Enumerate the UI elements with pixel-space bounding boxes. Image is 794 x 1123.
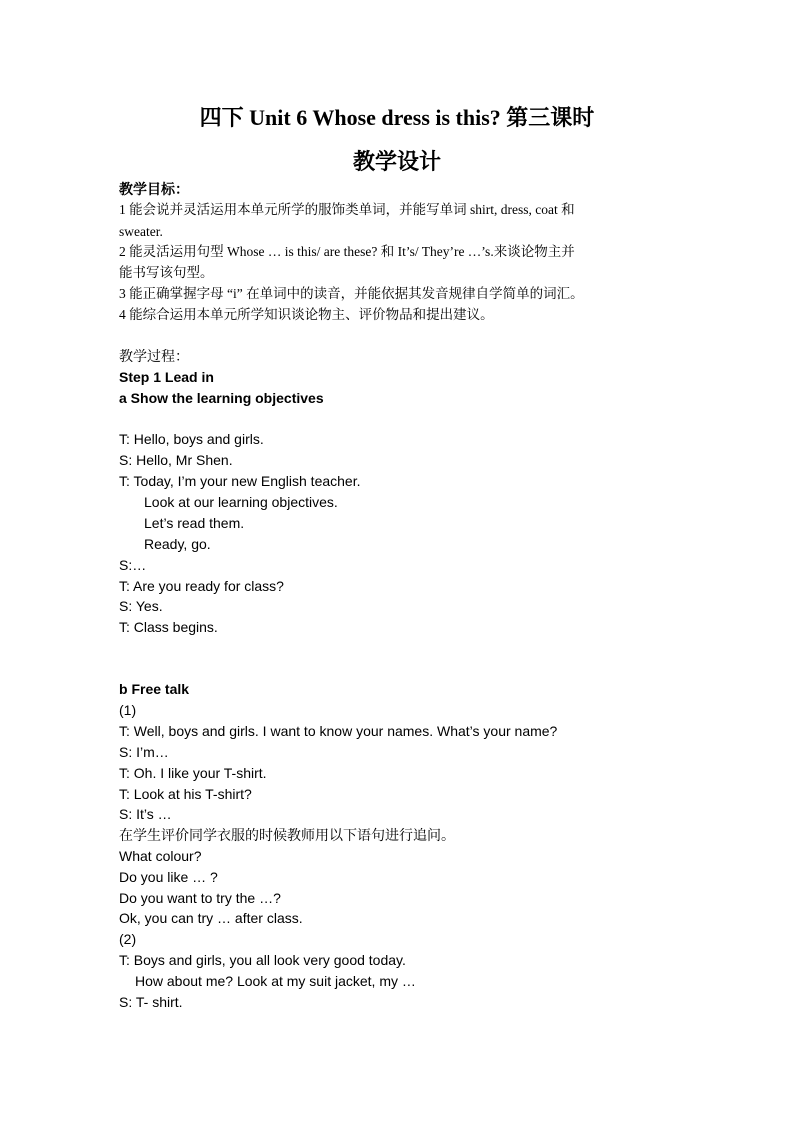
objective-2-line-2: 能书写该句型。	[119, 265, 214, 280]
objectives-heading: 教学目标：	[119, 181, 189, 197]
dialogue-line: What colour?	[119, 848, 202, 864]
dialogue-line: T: Oh. I like your T-shirt.	[119, 765, 267, 781]
dialogue-line: Do you want to try the …?	[119, 890, 281, 906]
dialogue-line: T: Well, boys and girls. I want to know your names. What’s your name?	[119, 723, 558, 739]
process-heading: 教学过程：	[119, 348, 189, 364]
dialogue-line: T: Are you ready for class?	[119, 578, 284, 594]
dialogue-line: S:…	[119, 557, 147, 573]
dialogue-line: S: It’s …	[119, 806, 172, 822]
dialogue-line: T: Look at his T-shirt?	[119, 786, 252, 802]
objective-1-line-1: 1 能会说并灵活运用本单元所学的服饰类单词，并能写单词 shirt, dress, coat 和	[119, 202, 575, 217]
objective-2-line-1: 2 能灵活运用句型 Whose … is this/ are these? 和 It’s/ They’re …’s.来谈论物主并	[119, 244, 575, 259]
step-1-heading: Step 1 Lead in	[119, 369, 214, 385]
objective-3: 3 能正确掌握字母 “i” 在单词中的读音，并能依据其发音规律自学简单的词汇。	[119, 286, 584, 301]
dialogue-line: Ok, you can try … after class.	[119, 910, 303, 926]
teacher-note: 在学生评价同学衣服的时候教师用以下语句进行追问。	[119, 827, 455, 843]
part-b-heading: b Free talk	[119, 681, 190, 697]
section-label: (1)	[119, 702, 137, 718]
dialogue-line: Do you like … ?	[119, 869, 218, 885]
dialogue-line: T: Hello, boys and girls.	[119, 431, 264, 447]
document-title: 四下 Unit 6 Whose dress is this? 第三课时	[199, 105, 595, 130]
objective-4: 4 能综合运用本单元所学知识谈论物主、评价物品和提出建议。	[119, 307, 494, 322]
dialogue-line: How about me? Look at my suit jacket, my …	[135, 973, 416, 989]
dialogue-line: S: Yes.	[119, 598, 163, 614]
dialogue-line: T: Today, I’m your new English teacher.	[119, 473, 361, 489]
dialogue-line: S: Hello, Mr Shen.	[119, 452, 233, 468]
dialogue-line: S: T- shirt.	[119, 994, 183, 1010]
dialogue-line: T: Class begins.	[119, 619, 218, 635]
dialogue-line: T: Boys and girls, you all look very good today.	[119, 952, 406, 968]
section-label: (2)	[119, 931, 137, 947]
dialogue-line: Let’s read them.	[144, 515, 245, 531]
dialogue-line: Ready, go.	[144, 536, 211, 552]
objective-1-line-2: sweater.	[119, 224, 163, 239]
dialogue-line: S: I’m…	[119, 744, 169, 760]
document-subtitle: 教学设计	[352, 149, 441, 174]
part-a-heading: a Show the learning objectives	[119, 390, 324, 406]
dialogue-line: Look at our learning objectives.	[144, 494, 338, 510]
